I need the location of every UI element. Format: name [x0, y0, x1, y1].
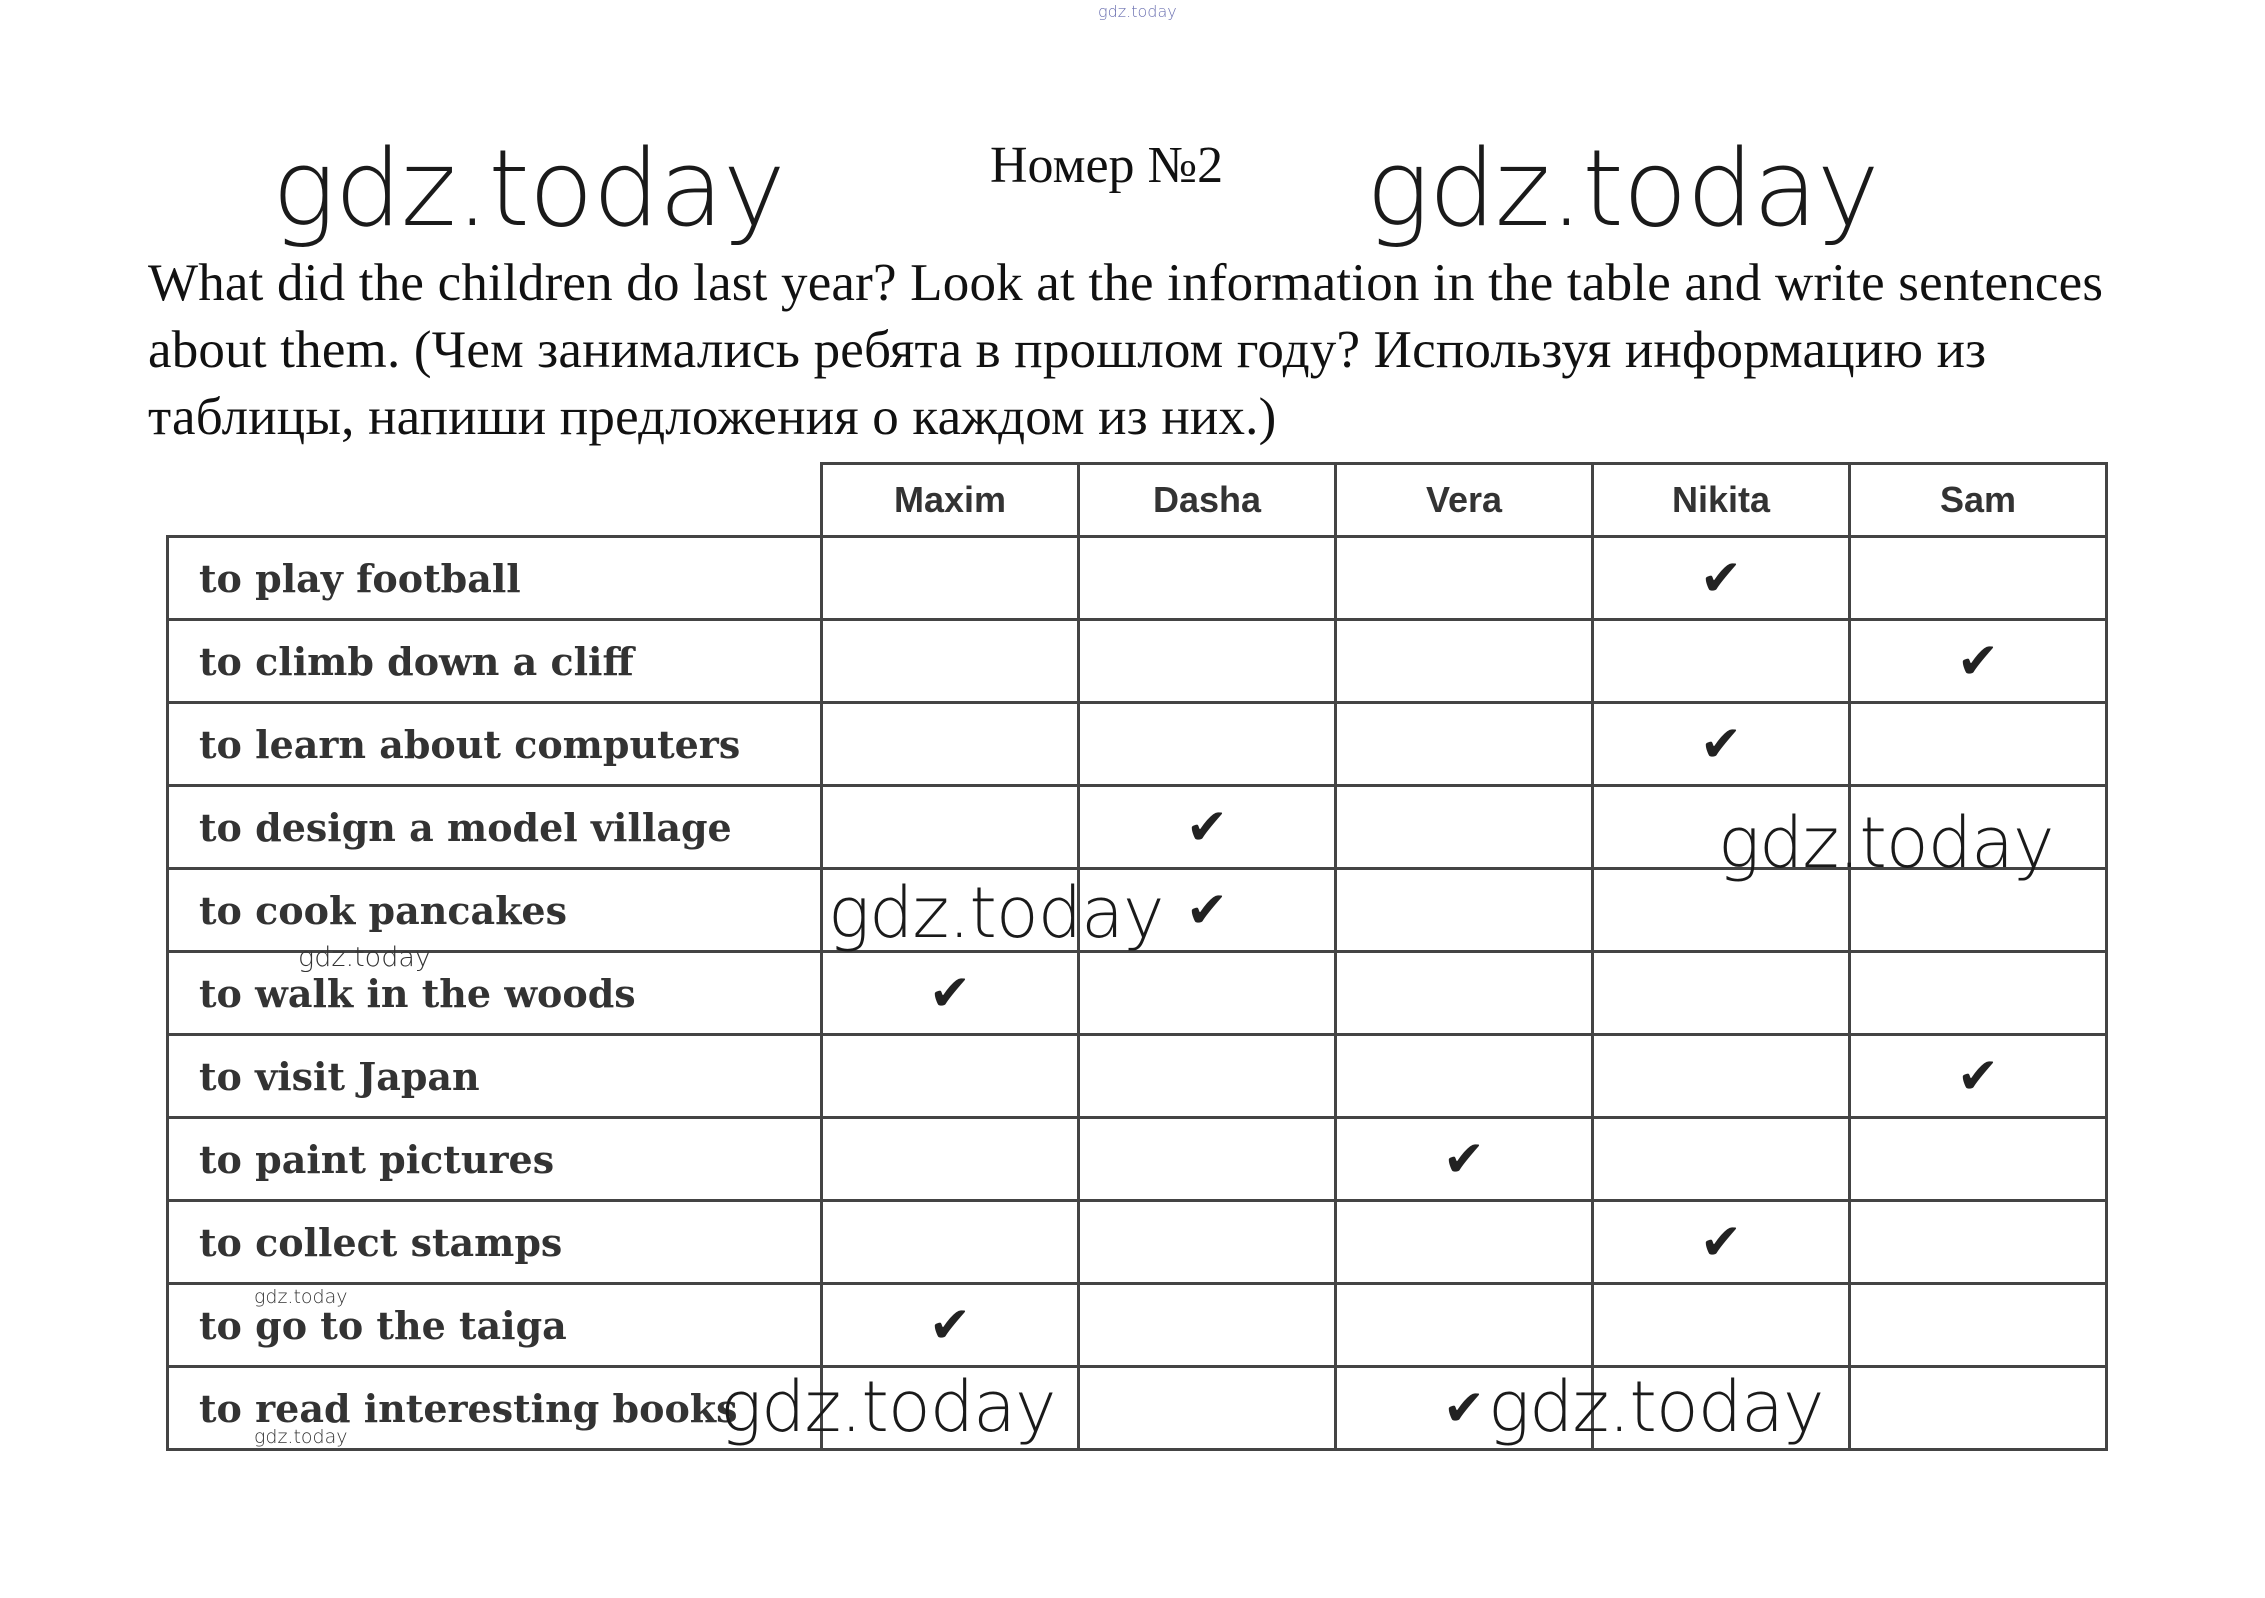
empty-cell [1850, 703, 2107, 786]
table-row [168, 703, 2107, 786]
checkmark-cell [1336, 1118, 1593, 1201]
checkmark-cell [822, 1284, 1079, 1367]
column-header-name: Dasha [1079, 464, 1336, 537]
empty-cell [1079, 620, 1336, 703]
activity-cell: to cook pancakes [168, 869, 822, 952]
watermark-bottom-left: gdz.today [720, 1366, 1056, 1448]
table-row [168, 952, 2107, 1035]
checkmark-cell [1850, 1035, 2107, 1118]
empty-cell [1593, 1035, 1850, 1118]
empty-cell [1079, 1201, 1336, 1284]
empty-cell [1850, 1118, 2107, 1201]
empty-cell [1336, 703, 1593, 786]
table-body [168, 537, 2107, 1450]
activity-cell: to walk in the woods [168, 952, 822, 1035]
checkmark-cell [1593, 703, 1850, 786]
watermark-mid-center: gdz.today [828, 872, 1164, 954]
checkmark-icon: ✔ [929, 964, 971, 1022]
empty-cell [1336, 1035, 1593, 1118]
empty-cell [1850, 537, 2107, 620]
empty-cell [1850, 952, 2107, 1035]
table-row [168, 1035, 2107, 1118]
empty-cell [822, 1201, 1079, 1284]
empty-cell [1079, 703, 1336, 786]
empty-cell [1850, 1367, 2107, 1450]
activity-cell: to design a model village [168, 786, 822, 869]
checkmark-cell [1593, 537, 1850, 620]
empty-cell [1593, 1118, 1850, 1201]
table-row [168, 1284, 2107, 1367]
watermark-tiny-1: gdz.today [254, 1286, 348, 1308]
table-row [168, 1118, 2107, 1201]
column-header-name: Sam [1850, 464, 2107, 537]
empty-cell [1336, 1201, 1593, 1284]
watermark-mid-right: gdz.today [1718, 802, 2054, 884]
table-row [168, 1201, 2107, 1284]
checkmark-icon: ✔ [1186, 881, 1228, 939]
watermark-large-right: gdz.today [1366, 127, 1879, 250]
task-instructions: What did the children do last year? Look at the information in the table and write sentences about them. (Чем занимались ребята в прошлом году? Используя информацию из таблицы, напиши предложения о каждом из них.) [148, 254, 2104, 446]
activity-cell: to visit Japan [168, 1035, 822, 1118]
empty-cell [1336, 786, 1593, 869]
empty-cell [1079, 1367, 1336, 1450]
activity-cell: to read interesting books [168, 1367, 822, 1450]
empty-cell [1079, 952, 1336, 1035]
watermark-bottom-right: gdz.today [1488, 1366, 1824, 1448]
empty-cell [1336, 869, 1593, 952]
table-row [168, 537, 2107, 620]
checkmark-cell [1593, 1201, 1850, 1284]
empty-cell [1593, 1284, 1850, 1367]
empty-cell [822, 537, 1079, 620]
activity-cell: to learn about computers [168, 703, 822, 786]
empty-cell [1593, 952, 1850, 1035]
empty-cell [1079, 537, 1336, 620]
watermark-tiny-2: gdz.today [254, 1426, 348, 1448]
activity-cell: to paint pictures [168, 1118, 822, 1201]
empty-cell [1850, 1284, 2107, 1367]
empty-cell [1850, 1201, 2107, 1284]
checkmark-cell [1079, 786, 1336, 869]
checkmark-icon: ✔ [1957, 1047, 1999, 1105]
checkmark-icon: ✔ [1700, 715, 1742, 773]
checkmark-icon: ✔ [1443, 1379, 1485, 1437]
exercise-number-title: Номер №2 [990, 137, 1224, 194]
empty-cell [1336, 1284, 1593, 1367]
activity-cell: to play football [168, 537, 822, 620]
watermark-large-left: gdz.today [272, 127, 785, 250]
activity-cell: to go to the taiga [168, 1284, 822, 1367]
checkmark-icon: ✔ [1700, 1213, 1742, 1271]
empty-cell [1336, 537, 1593, 620]
empty-cell [1079, 1118, 1336, 1201]
empty-cell [822, 1118, 1079, 1201]
checkmark-cell [1850, 620, 2107, 703]
empty-cell [1336, 952, 1593, 1035]
table-row [168, 620, 2107, 703]
empty-cell [1336, 620, 1593, 703]
empty-cell [1593, 620, 1850, 703]
activity-cell: to collect stamps [168, 1201, 822, 1284]
table-header-row [168, 464, 2107, 537]
empty-cell [822, 1035, 1079, 1118]
column-header-name: Vera [1336, 464, 1593, 537]
checkmark-icon: ✔ [1957, 632, 1999, 690]
checkmark-icon: ✔ [1700, 549, 1742, 607]
checkmark-icon: ✔ [1443, 1130, 1485, 1188]
checkmark-icon: ✔ [929, 1296, 971, 1354]
activities-table [166, 462, 2108, 1451]
watermark-top: gdz.today [1098, 2, 1177, 21]
empty-cell [1079, 1035, 1336, 1118]
column-header-name: Maxim [822, 464, 1079, 537]
empty-cell [822, 703, 1079, 786]
column-header-name: Nikita [1593, 464, 1850, 537]
empty-cell [822, 620, 1079, 703]
table-corner-cell [168, 464, 822, 537]
checkmark-cell [822, 952, 1079, 1035]
empty-cell [1079, 1284, 1336, 1367]
empty-cell [822, 786, 1079, 869]
checkmark-icon: ✔ [1186, 798, 1228, 856]
activity-cell: to climb down a cliff [168, 620, 822, 703]
watermark-small-left: gdz.today [298, 942, 431, 973]
